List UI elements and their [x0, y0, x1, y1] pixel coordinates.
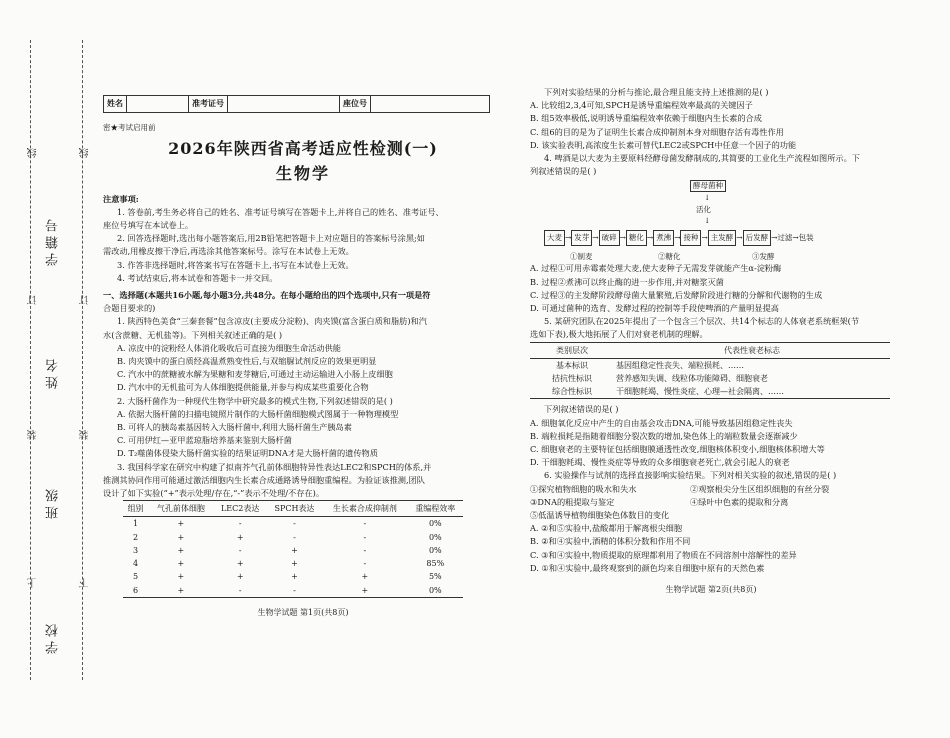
down-arrow: ↓ — [704, 193, 711, 203]
table-cell: - — [293, 519, 296, 529]
experiment-item: ⑤低温诱导植物细胞染色体数目的变化 — [530, 510, 670, 521]
exam-title: 2026年陕西省高考适应性检测(一) — [168, 139, 438, 159]
exam-id-input[interactable] — [228, 96, 340, 112]
down-mark: 下 — [80, 578, 91, 588]
option-b: B. 组5效率极低,说明诱导重编程效率依赖于细胞内生长素的合成 — [530, 113, 762, 124]
option-a: A. ②和⑤实验中,盐酸都用于解离根尖细胞 — [530, 523, 683, 534]
table-cell: + — [177, 532, 185, 542]
option-c: C. ③和④实验中,物质提取的原理都利用了物质在不同溶剂中溶解性的差异 — [530, 549, 797, 560]
table-cell: - — [267, 584, 322, 598]
question-stem: 下列叙述错误的是( ) — [544, 404, 619, 415]
experiment-item: ④绿叶中色素的提取和分离 — [690, 496, 789, 507]
line-mark: 线 — [80, 148, 91, 158]
table-cell: - — [363, 532, 367, 542]
option-a: A. 过程①可用赤霉素处理大麦,使大麦种子无需发芽就能产生α-淀粉酶 — [530, 263, 782, 274]
table-cell: - — [238, 545, 242, 555]
right-arrow: → — [674, 233, 681, 243]
experiment-list-row — [530, 509, 892, 522]
option-a: A. 比较组2,3,4可知,SPCH是诱导重编程效率最高的关键因子 — [530, 100, 753, 111]
table-cell: 6 — [123, 584, 148, 598]
beer-process-diagram — [530, 178, 892, 262]
table-row — [530, 385, 890, 399]
option-b: B. 肉夹馍中的蛋白质经高温煮熟变性后,与双缩脲试剂反应的效果更明显 — [117, 356, 377, 367]
question-stem: 6. 实验操作与试剂的选择直接影响实验结果。下列对相关实验的叙述,错误的是( ) — [544, 470, 837, 481]
option-d: D. T₂噬菌体侵染大肠杆菌实验的结果证明DNA才是大肠杆菌的遗传物质 — [117, 448, 378, 459]
experiment-item: ③DNA的粗提取与鉴定 — [530, 496, 615, 507]
table-cell: + — [361, 572, 369, 582]
table-cell: 85% — [426, 559, 445, 569]
process-step: 破碎 — [599, 230, 620, 245]
option-d: D. 汽水中的无机盐可为人体细胞提供能量,并参与构成某些重要化合物 — [117, 382, 369, 393]
option-c: C. 汽水中的蔗糖被水解为果糖和麦芽糖后,可通过主动运输进入小肠上皮细胞 — [117, 369, 393, 380]
line-mark: 线 — [28, 148, 39, 158]
notice-line: 2. 回答选择题时,选出每小题答案后,用2B铅笔把答题卡上对应题目的答案标号涂黑;如 — [117, 233, 425, 244]
table-row — [530, 358, 890, 372]
table-header: 类别层次 — [530, 342, 614, 358]
step-label: ③发酵 — [752, 252, 775, 262]
process-flow-row — [544, 230, 814, 245]
table-row — [123, 584, 463, 598]
process-step: 包装 — [798, 233, 814, 243]
table-cell: 5% — [428, 572, 442, 582]
school-field[interactable]: 学校 — [46, 620, 61, 654]
table-header: LEC2表达 — [214, 501, 267, 517]
order-mark: 订 — [80, 295, 91, 305]
question-4 — [530, 152, 892, 315]
name-label: 姓名 — [104, 96, 127, 112]
option-a: A. 依据大肠杆菌的扫描电镜照片制作的大肠杆菌细胞模式图属于一种物理模型 — [117, 408, 399, 419]
table-cell: 营养感知失调、线粒体功能障碍、细胞衰老 — [616, 374, 768, 384]
table-cell: + — [291, 559, 298, 569]
option-c: C. 过程③的主发酵阶段酵母菌大量繁殖,后发酵阶段进行糖的分解和代谢物的生成 — [530, 289, 823, 300]
step-label: ②糖化 — [658, 252, 681, 262]
experiment-item: ②观察根尖分生区组织细胞的有丝分裂 — [690, 483, 830, 494]
student-id-field[interactable]: 学籍号 — [46, 215, 61, 266]
experiment-list-row — [530, 483, 892, 496]
left-column — [103, 95, 503, 619]
table-row — [123, 531, 463, 544]
right-arrow: → — [736, 233, 743, 243]
question-stem: 5. 某研究团队在2025年提出了一个包含三个层次、共14个标志的人体衰老系统框架(节 — [544, 316, 860, 327]
process-step: 接种 — [680, 230, 701, 245]
table-cell: 拮抗性标识 — [552, 374, 592, 384]
option-a: A. 细胞氧化反应中产生的自由基会攻击DNA,可能导致基因组稳定性丧失 — [530, 417, 793, 428]
table-header: SPCH表达 — [267, 501, 322, 517]
question-5 — [530, 315, 892, 469]
seat-label: 座位号 — [340, 96, 371, 112]
table-header: 气孔前体细胞 — [148, 501, 213, 517]
table-cell: 基因组稳定性丧失、端粒损耗、…… — [616, 360, 744, 370]
table-cell: 0% — [428, 532, 442, 542]
table-header: 组别 — [123, 501, 148, 517]
experiment-table — [123, 500, 463, 597]
right-arrow: → — [592, 233, 599, 243]
table-cell: + — [236, 532, 244, 542]
aging-table — [530, 342, 890, 400]
experiment-table-body — [123, 517, 463, 597]
aging-table-body — [530, 358, 890, 399]
order-mark: 订 — [28, 295, 39, 305]
table-header: 代表性衰老标志 — [614, 342, 890, 358]
option-b: B. 过程②煮沸可以终止酶的进一步作用,并对糖浆灭菌 — [530, 276, 724, 287]
table-cell: + — [236, 559, 244, 569]
experiment-list-row — [530, 496, 892, 509]
section-heading-cont: 合题目要求的) — [103, 303, 156, 314]
question-stem: 设计了如下实验(“+”表示处理/存在,“-”表示不处理/不存在)。 — [103, 488, 325, 499]
process-step: 发芽 — [571, 230, 592, 245]
table-row — [123, 517, 463, 531]
process-step: 后发酵 — [743, 230, 772, 245]
candidate-info-box — [103, 95, 490, 113]
table-cell: 0% — [428, 519, 442, 529]
right-column — [530, 86, 892, 596]
option-a: A. 凉皮中的淀粉经人体消化吸收后可直接为细胞生命活动供能 — [117, 342, 341, 353]
notice-line: 1. 答卷前,考生务必将自己的姓名、准考证号填写在答题卡上,并将自己的姓名、准考证号、 — [117, 206, 444, 217]
binding-margin — [0, 30, 100, 690]
name-field[interactable]: 姓名 — [46, 355, 61, 389]
down-arrow: ↓ — [704, 216, 711, 226]
table-cell: + — [322, 584, 408, 598]
right-arrow: → — [619, 233, 626, 243]
table-cell: + — [177, 559, 185, 569]
option-c: C. 可用伊红—亚甲蓝琼脂培养基来鉴别大肠杆菌 — [117, 435, 292, 446]
notice-line: 座位号填写在本试卷上。 — [103, 220, 194, 231]
question-stem: 下列对实验结果的分析与推论,最合理且能支持上述推测的是( ) — [544, 87, 769, 97]
right-arrow: → — [792, 233, 799, 243]
option-c: C. 细胞衰老的主要特征包括细胞膜通透性改变,细胞核体积变小,细胞核体积增大等 — [530, 444, 825, 455]
table-cell: + — [236, 572, 244, 582]
process-step: 大麦 — [544, 230, 565, 245]
page-footer: 生物学试题 第2页(共8页) — [665, 585, 757, 595]
table-cell: - — [293, 532, 296, 542]
table-cell: - — [238, 519, 242, 529]
table-cell: + — [291, 572, 298, 582]
table-row — [123, 557, 463, 570]
process-step: 糖化 — [626, 230, 647, 245]
notice-heading: 注意事项: — [103, 193, 139, 204]
table-header: 重编程效率 — [408, 501, 463, 517]
table-cell: 综合性标识 — [530, 385, 614, 399]
question-stem: 3. 我国科学家在研究中构建了拟南芥气孔前体细胞特异性表达LEC2和SPCH的体系,并 — [117, 461, 432, 472]
table-cell: - — [363, 559, 367, 569]
process-step: 过滤 — [777, 233, 793, 243]
question-stem: 1. 陕西特色美食“三秦套餐”包含凉皮(主要成分淀粉)、肉夹馍(富含蛋白质和脂肪)和汽 — [117, 316, 427, 327]
bind-mark: 装 — [80, 430, 91, 440]
process-step: 主发酵 — [708, 230, 737, 245]
option-d: D. ①和④实验中,最终观察到的颜色均来自细胞中原有的天然色素 — [530, 562, 765, 573]
table-cell: - — [363, 545, 367, 555]
table-row — [123, 570, 463, 583]
question-stem: 列叙述错误的是( ) — [530, 166, 597, 177]
question-stem: 2. 大肠杆菌作为一种现代生物学中研究最多的模式生物,下列叙述错误的是( ) — [117, 395, 393, 406]
option-d: D. 该实验表明,高浓度生长素可替代LEC2或SPCH中任意一个因子的功能 — [530, 139, 797, 150]
right-arrow: → — [701, 233, 708, 243]
table-cell: 0% — [408, 584, 463, 598]
notice-block — [103, 193, 503, 285]
question-stem: 推测其协同作用可能通过激活细胞内生长素合成通路诱导细胞重编程。为验证该推测,团队 — [103, 474, 425, 485]
table-cell: - — [214, 584, 267, 598]
option-d: D. 可通过菌种的选育、发酵过程的控制等手段使啤酒的产量明显提高 — [530, 303, 779, 314]
table-cell: + — [148, 584, 213, 598]
activate-label: 活化 — [696, 205, 711, 215]
table-cell: 2 — [133, 532, 139, 542]
question-stem: 水(含蔗糖、无机盐等)。下列相关叙述正确的是( ) — [103, 329, 283, 340]
step-label: ①制麦 — [570, 252, 593, 262]
up-mark: 上 — [28, 578, 39, 588]
yeast-strain-box: 酵母菌种 — [690, 180, 726, 192]
table-row — [123, 544, 463, 557]
name-input[interactable] — [127, 96, 189, 112]
table-cell: 3 — [133, 545, 139, 555]
table-cell: 干细胞耗竭、慢性炎症、心理—社会隔离、…… — [614, 385, 890, 399]
subject-title: 生物学 — [275, 164, 330, 184]
table-cell: + — [177, 545, 185, 555]
question-3 — [103, 461, 503, 598]
section-one — [103, 289, 503, 315]
option-b: B. 端粒损耗是指随着细胞分裂次数的增加,染色体上的端粒数量会逐渐减少 — [530, 430, 798, 441]
table-row — [530, 372, 890, 385]
option-b: B. ②和④实验中,酒精的体积分数和作用不同 — [530, 536, 691, 547]
table-cell: 5 — [133, 572, 139, 582]
question-6 — [530, 469, 892, 575]
notice-line: 3. 作答非选择题时,将答案书写在答题卡上,书写在本试卷上无效。 — [117, 259, 354, 270]
bind-mark: 装 — [28, 430, 39, 440]
option-c: C. 组6的目的是为了证明生长素合成抑制剂本身对细胞存活有毒性作用 — [530, 126, 784, 137]
question-stem: 4. 啤酒是以大麦为主要原料经酵母菌发酵制成的,其简要的工业化生产流程如图所示。下 — [544, 153, 860, 164]
right-arrow: → — [646, 233, 654, 243]
seat-input[interactable] — [371, 96, 427, 112]
table-header: 生长素合成抑制剂 — [322, 501, 408, 517]
table-cell: + — [291, 545, 298, 555]
option-b: B. 可将人的胰岛素基因转入大肠杆菌中,利用大肠杆菌生产胰岛素 — [117, 422, 352, 433]
notice-line: 4. 考试结束后,将本试卷和答题卡一并交回。 — [117, 272, 278, 283]
question-3-continued — [530, 86, 892, 152]
question-stem: 选如下表),极大地拓展了人们对衰老机制的理解。 — [530, 329, 708, 340]
class-field[interactable]: 班级 — [46, 485, 61, 519]
table-cell: + — [177, 519, 185, 529]
exam-id-label: 准考证号 — [189, 96, 228, 112]
table-cell: 4 — [133, 559, 139, 569]
notice-line: 需改动,用橡皮擦干净后,再选涂其他答案标号。涂写在本试卷上无效。 — [103, 246, 354, 257]
question-2 — [103, 395, 503, 461]
option-d: D. 干细胞耗竭、慢性炎症等导致的众多细胞衰老死亡,就会引起人的衰老 — [530, 457, 790, 468]
experiment-item: ①探究植物细胞的吸水和失水 — [530, 483, 637, 494]
process-step: 煮沸 — [653, 230, 674, 245]
question-1 — [103, 315, 503, 394]
table-cell: - — [363, 519, 367, 529]
table-cell: + — [177, 572, 185, 582]
right-arrow: → — [771, 233, 778, 243]
secret-mark: 密★考试启用前 — [103, 123, 156, 132]
table-cell: 1 — [133, 519, 139, 529]
right-arrow: → — [565, 233, 572, 243]
page-footer: 生物学试题 第1页(共8页) — [257, 607, 349, 617]
table-cell: 基本标识 — [556, 360, 588, 370]
table-cell: 0% — [428, 545, 442, 555]
section-heading: 一、选择题(本题共16小题,每小题3分,共48分。在每小题给出的四个选项中,只有一项是符 — [103, 290, 431, 301]
